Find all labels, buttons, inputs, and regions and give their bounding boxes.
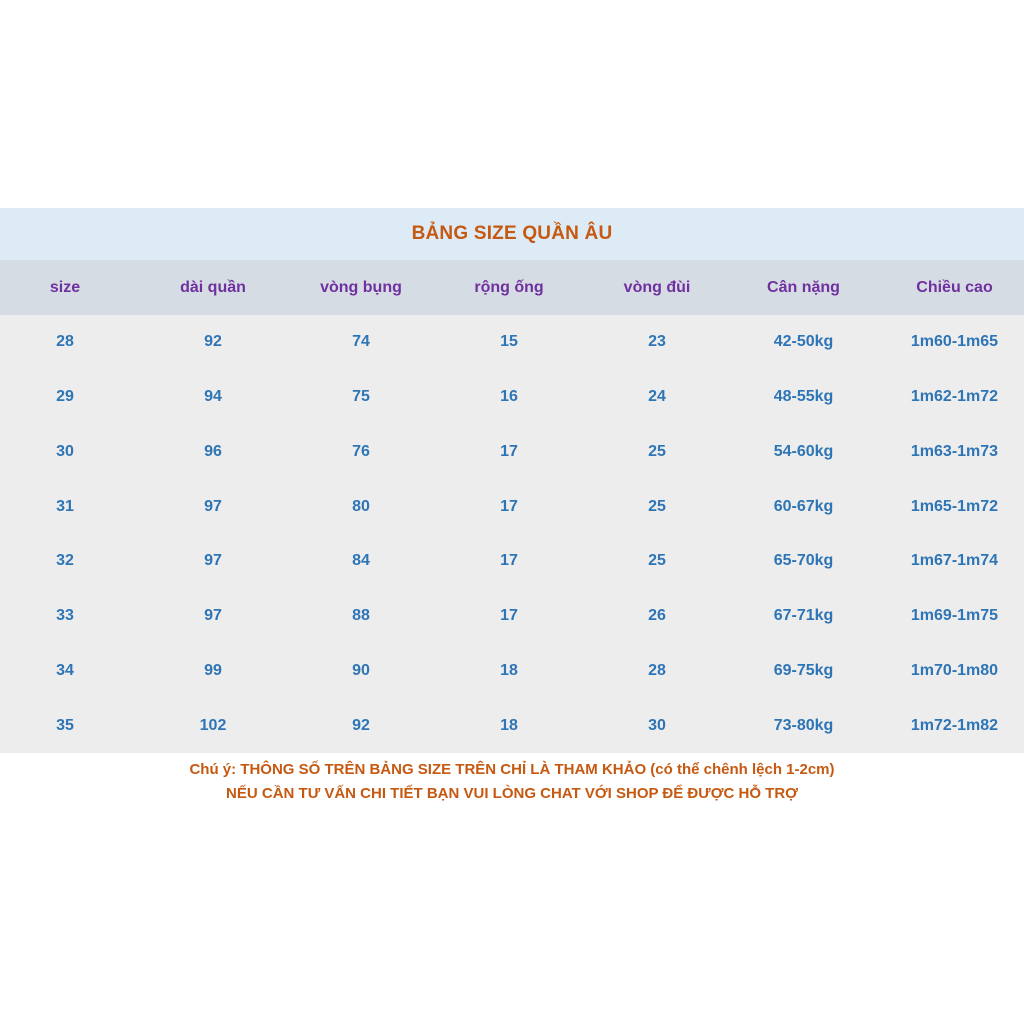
table-body: [0, 315, 1024, 753]
size-chart-table: [0, 208, 1024, 753]
cell-waist: 88: [352, 607, 370, 625]
table-row: [0, 315, 1024, 370]
cell-size: 33: [56, 607, 74, 625]
table-row: [0, 698, 1024, 753]
cell-height: 1m60-1m65: [910, 333, 999, 351]
cell-size: 32: [56, 552, 74, 570]
chart-title-bar: [0, 208, 1024, 260]
cell-height: 1m65-1m72: [910, 497, 999, 515]
table-row: [0, 370, 1024, 425]
column-header-waist: vòng bụng: [320, 278, 402, 296]
note-line-2: NẾU CẦN TƯ VẤN CHI TIẾT BẠN VUI LÒNG CHAT VỚI SHOP ĐỂ ĐƯỢC HỖ TRỢ: [226, 785, 798, 802]
cell-size: 29: [56, 388, 74, 406]
cell-leg-opening: 17: [500, 607, 518, 625]
column-header-leg-opening: rộng ống: [474, 278, 544, 296]
cell-height: 1m62-1m72: [910, 388, 999, 406]
cell-leg-opening: 18: [500, 716, 518, 734]
cell-thigh: 25: [648, 497, 666, 515]
column-header-height: Chiều cao: [916, 278, 993, 296]
cell-waist: 90: [352, 661, 370, 679]
cell-length: 99: [204, 661, 222, 679]
cell-height: 1m67-1m74: [910, 552, 999, 570]
cell-size: 35: [56, 716, 74, 734]
cell-height: 1m70-1m80: [910, 661, 999, 679]
cell-weight: 60-67kg: [773, 497, 834, 515]
cell-weight: 48-55kg: [773, 388, 834, 406]
cell-length: 94: [204, 388, 222, 406]
note-line-1: Chú ý: THÔNG SỐ TRÊN BẢNG SIZE TRÊN CHỈ LÀ THAM KHẢO (có thể chênh lệch 1-2cm): [189, 761, 835, 778]
cell-size: 30: [56, 442, 74, 460]
cell-thigh: 26: [648, 607, 666, 625]
cell-leg-opening: 15: [500, 333, 518, 351]
cell-thigh: 24: [648, 388, 666, 406]
table-row: [0, 644, 1024, 699]
cell-length: 102: [199, 716, 227, 734]
cell-waist: 76: [352, 442, 370, 460]
cell-length: 96: [204, 442, 222, 460]
cell-length: 97: [204, 497, 222, 515]
cell-weight: 67-71kg: [773, 607, 834, 625]
cell-leg-opening: 17: [500, 442, 518, 460]
column-header-weight: Cân nặng: [767, 278, 840, 296]
header-row: [0, 260, 1024, 315]
column-header-length: dài quần: [180, 278, 246, 296]
table-row: [0, 534, 1024, 589]
cell-thigh: 25: [648, 552, 666, 570]
cell-weight: 73-80kg: [773, 716, 834, 734]
cell-waist: 75: [352, 388, 370, 406]
cell-weight: 69-75kg: [773, 661, 834, 679]
table-row: [0, 589, 1024, 644]
table-row: [0, 479, 1024, 534]
cell-thigh: 23: [648, 333, 666, 351]
column-header-thigh: vòng đùi: [623, 278, 691, 296]
cell-size: 34: [56, 661, 74, 679]
cell-weight: 65-70kg: [773, 552, 834, 570]
cell-weight: 54-60kg: [773, 442, 834, 460]
cell-waist: 80: [352, 497, 370, 515]
cell-weight: 42-50kg: [773, 333, 834, 351]
cell-size: 28: [56, 333, 74, 351]
cell-length: 97: [204, 552, 222, 570]
table-row: [0, 425, 1024, 480]
cell-waist: 84: [352, 552, 370, 570]
cell-leg-opening: 17: [500, 497, 518, 515]
cell-waist: 92: [352, 716, 370, 734]
reference-note: [0, 758, 1024, 806]
cell-thigh: 30: [648, 716, 666, 734]
cell-height: 1m69-1m75: [910, 607, 999, 625]
cell-thigh: 25: [648, 442, 666, 460]
cell-height: 1m72-1m82: [910, 716, 999, 734]
cell-leg-opening: 17: [500, 552, 518, 570]
column-header-size: size: [49, 278, 81, 296]
chart-title: BẢNG SIZE QUẦN ÂU: [411, 223, 613, 244]
cell-size: 31: [56, 497, 74, 515]
cell-waist: 74: [352, 333, 370, 351]
cell-leg-opening: 18: [500, 661, 518, 679]
cell-height: 1m63-1m73: [910, 442, 999, 460]
cell-leg-opening: 16: [500, 388, 518, 406]
cell-length: 97: [204, 607, 222, 625]
cell-length: 92: [204, 333, 222, 351]
cell-thigh: 28: [648, 661, 666, 679]
